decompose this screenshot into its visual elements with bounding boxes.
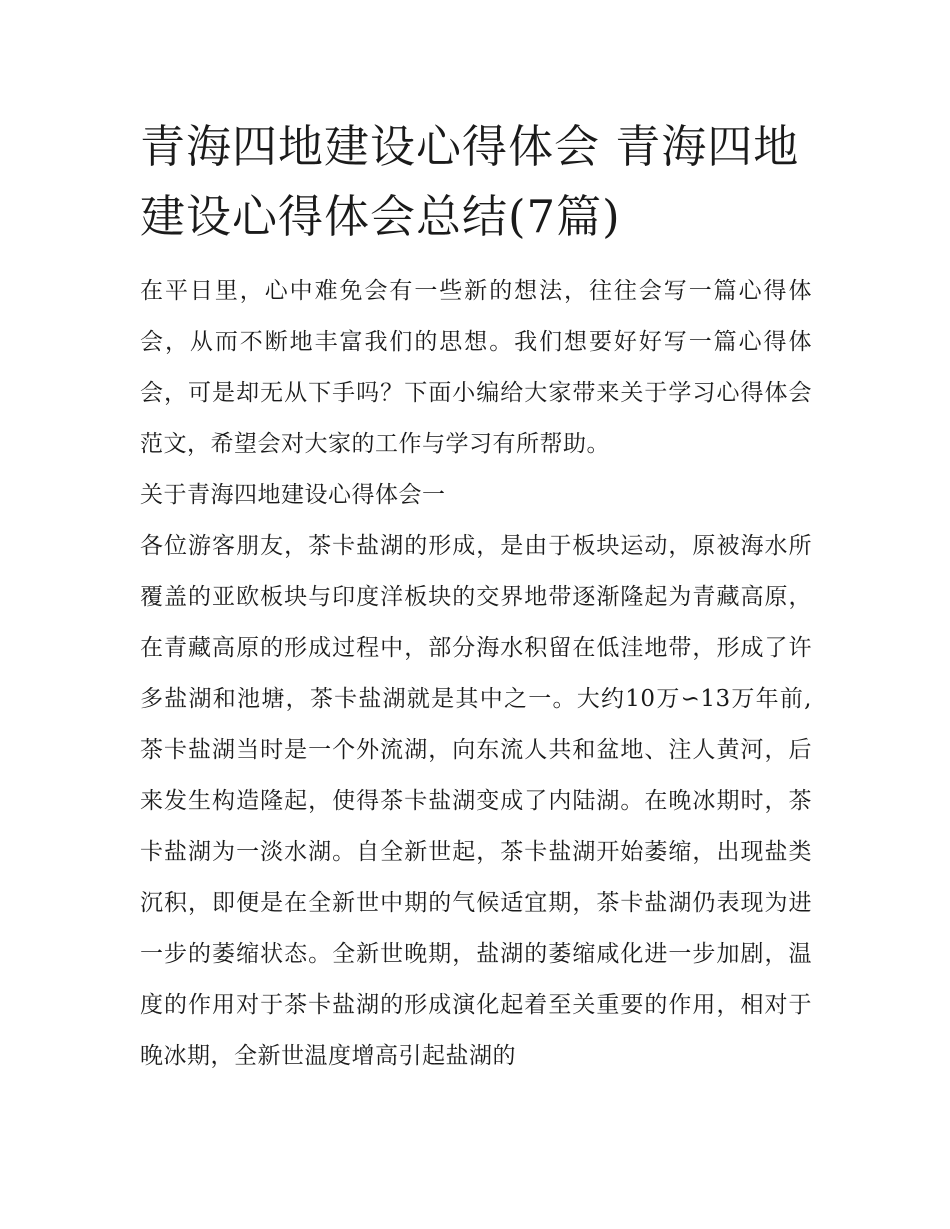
document-title: 青海四地建设心得体会 青海四地建设心得体会总结(7篇) bbox=[140, 120, 800, 243]
intro-paragraph: 在平日里，心中难免会有一些新的想法，往往会写一篇心得体会，从而不断地丰富我们的思想。我们想要好好写一篇心得体会，可是却无从下手吗？下面小编给大家带来关于学习心得体会范文，希望会对大家的工作与学习有所帮助。 bbox=[140, 278, 812, 457]
section-heading: 关于青海四地建设心得体会一 bbox=[140, 482, 446, 508]
document-body bbox=[140, 112, 812, 1082]
body-paragraph: 各位游客朋友，茶卡盐湖的形成，是由于板块运动，原被海水所覆盖的亚欧板块与印度洋板块的交界地带逐渐隆起为青藏高原，在青藏高原的形成过程中，部分海水积留在低洼地带，形成了许多盐湖和池塘，茶卡盐湖就是其中之一。大约10万∽13万年前,茶卡盐湖当时是一个外流湖，向东流人共和盆地、注人黄河，后来发生构造隆起，使得茶卡盐湖变成了内陆湖。在晚冰期时，茶卡盐湖为一淡水湖。自全新世起，茶卡盐湖开始萎缩，出现盐类沉积，即便是在全新世中期的气候适宜期，茶卡盐湖仍表现为进一步的萎缩状态。全新世晚期，盐湖的萎缩咸化进一步加剧，温度的作用对于茶卡盐湖的形成演化起着至关重要的作用，相对于晚冰期，全新世温度增高引起盐湖的 bbox=[140, 533, 812, 1069]
